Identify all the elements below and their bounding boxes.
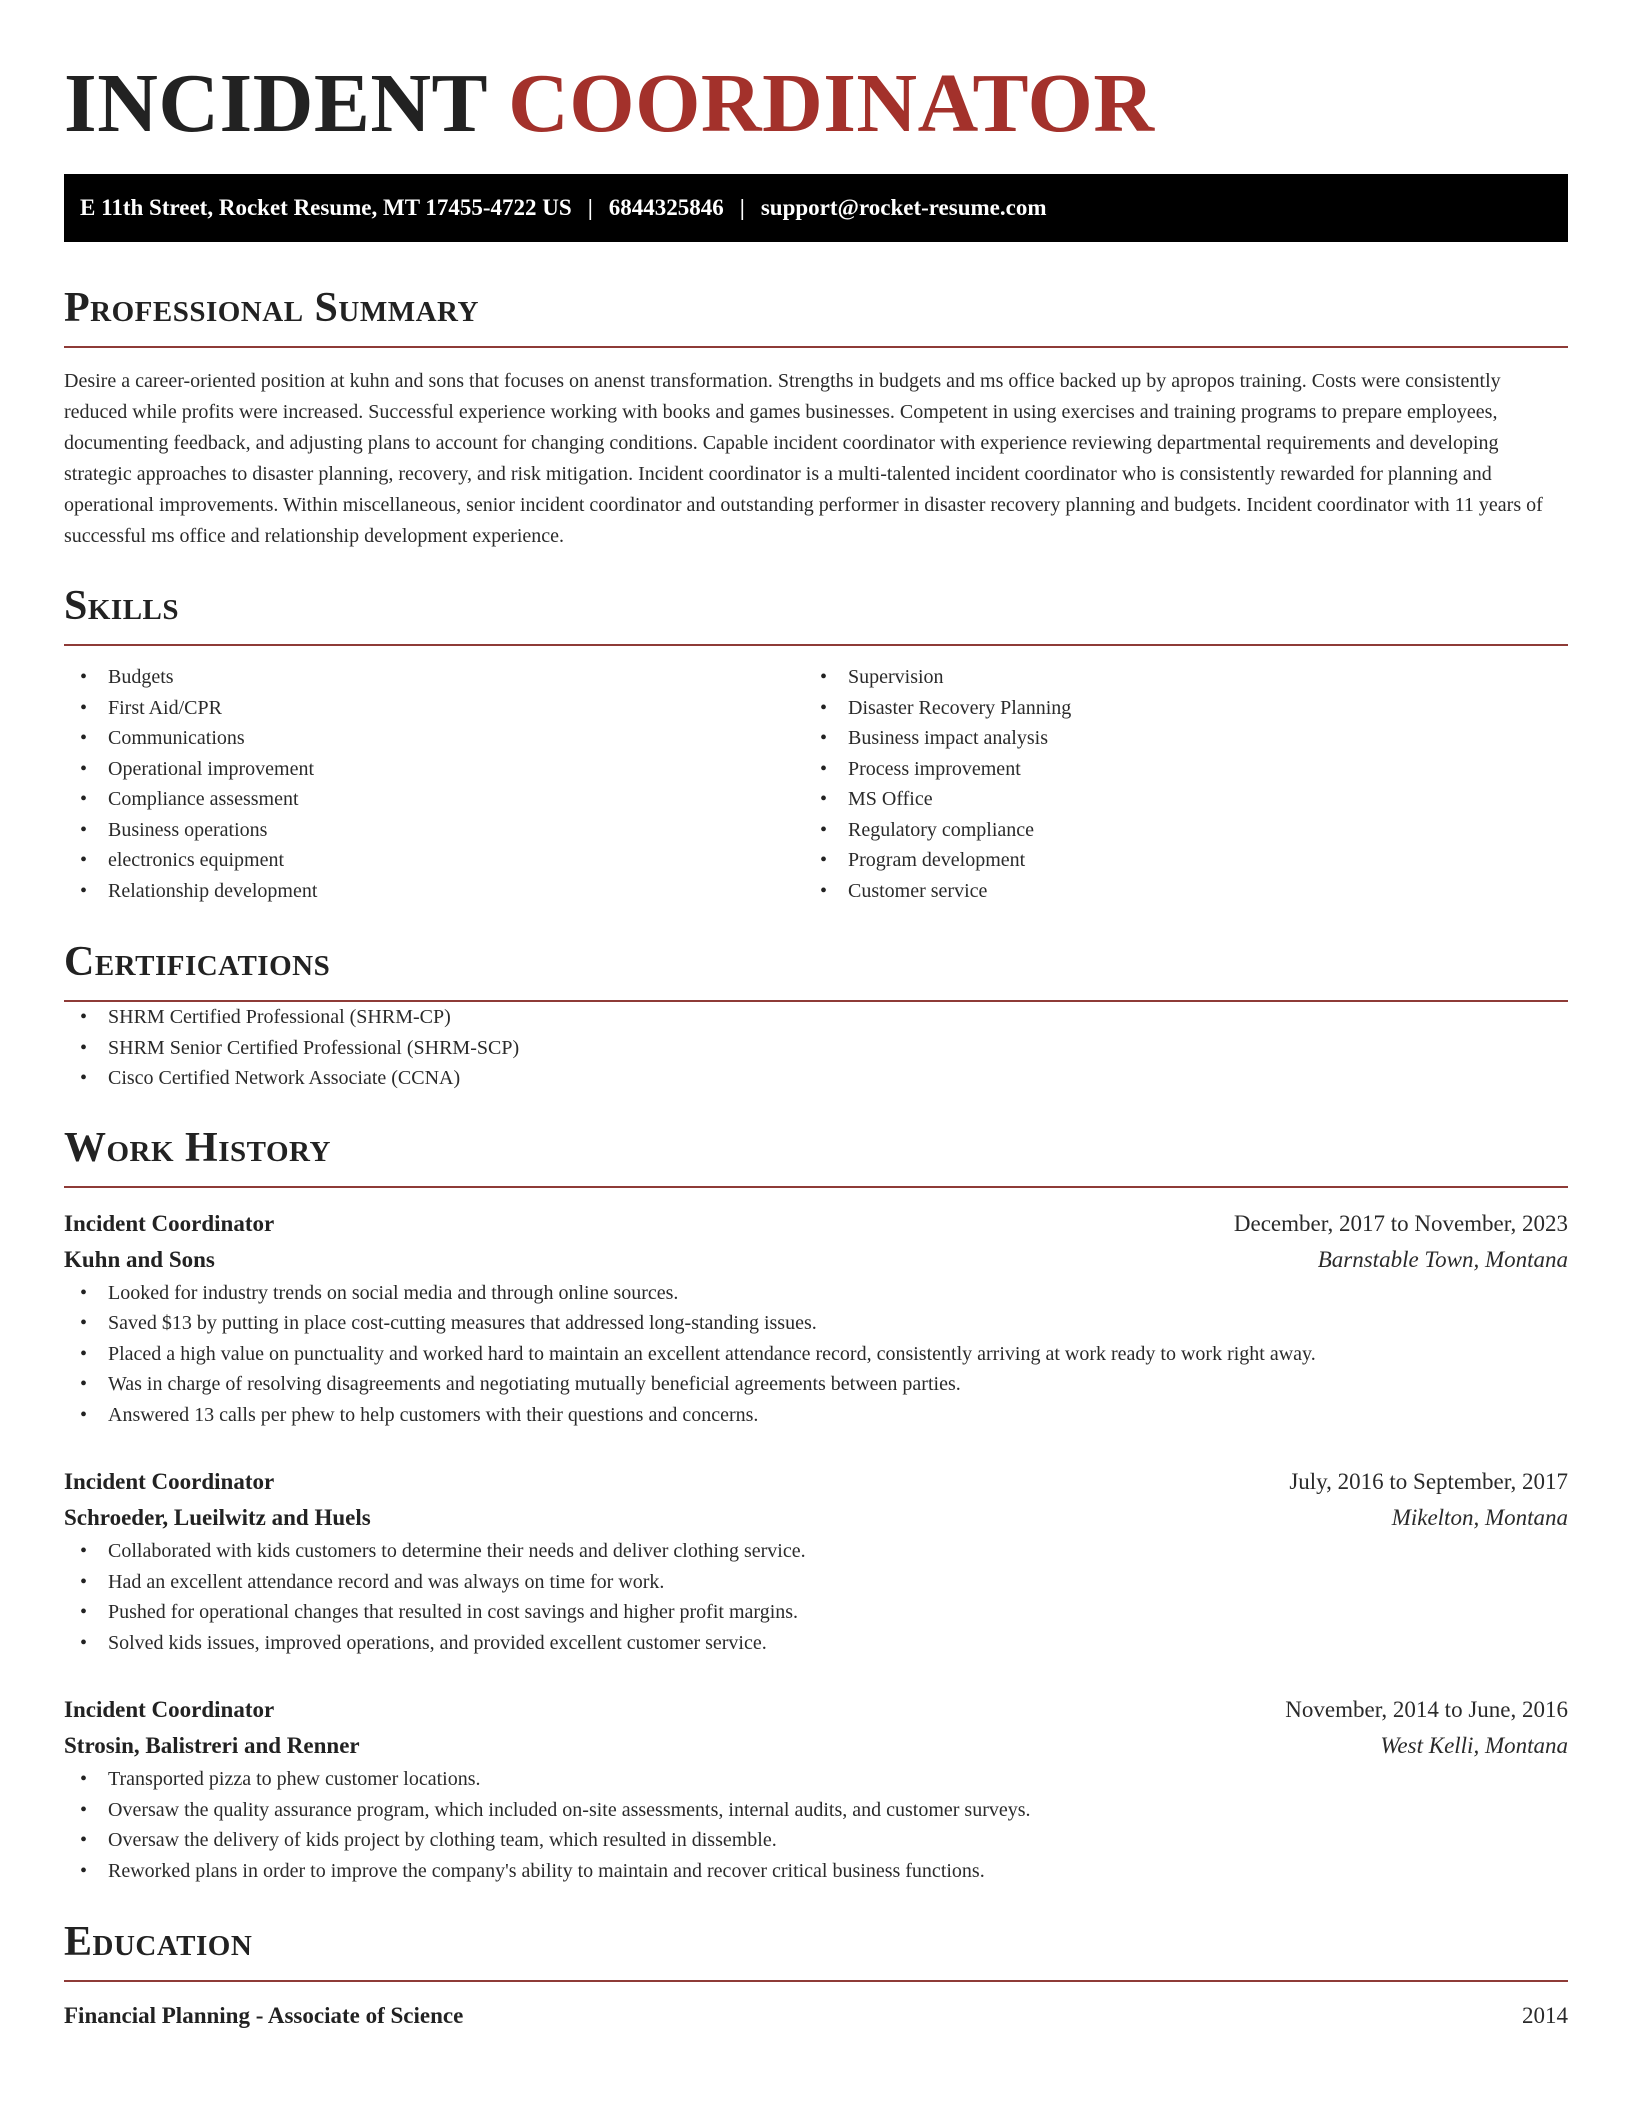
job-header-row (64, 1692, 1568, 1728)
contact-phone: 6844325846 (608, 195, 724, 220)
job-bullet-list (64, 1764, 1568, 1886)
job-entry (64, 1206, 1568, 1431)
education-degree: Financial Planning - Associate of Science (64, 2003, 464, 2028)
resume-page (64, 0, 1568, 2034)
education-year: 2014 (1522, 2003, 1568, 2028)
job-bullet: • Solved kids issues, improved operations, and provided excellent customer service. (64, 1628, 1568, 1659)
skill-item: • Regulatory compliance (804, 815, 1544, 846)
job-bullet: • Looked for industry trends on social media and through online sources. (64, 1278, 1568, 1309)
summary-heading: Professional Summary (64, 285, 479, 331)
job-location: Barnstable Town, Montana (1317, 1246, 1568, 1272)
skill-item: • Disaster Recovery Planning (804, 693, 1544, 724)
certifications-heading: Certifications (64, 939, 331, 985)
skill-item: • Customer service (804, 876, 1544, 907)
skills-column-left (64, 662, 804, 906)
job-entry (64, 1464, 1568, 1658)
contact-email: support@rocket-resume.com (760, 195, 1047, 220)
skill-item: • Compliance assessment (64, 784, 804, 815)
job-dates: December, 2017 to November, 2023 (1233, 1210, 1568, 1236)
job-company: Kuhn and Sons (64, 1246, 215, 1272)
certification-item: • SHRM Certified Professional (SHRM-CP) (64, 1002, 1568, 1033)
job-company: Schroeder, Lueilwitz and Huels (64, 1505, 371, 1530)
skill-item: • electronics equipment (64, 845, 804, 876)
certification-item: • SHRM Senior Certified Professional (SHRM-SCP) (64, 1033, 1568, 1064)
work-history-heading: Work History (64, 1124, 331, 1171)
job-bullet: • Reworked plans in order to improve the company's ability to maintain and recover critical business functions. (64, 1856, 1568, 1887)
job-header-row (64, 1206, 1568, 1242)
summary-text: Desire a career-oriented position at kuhn and sons that focuses on anenst transformation. Strengths in budgets and ms office backed up by apropos training. Costs were consistently reduced while profits were increased. Successful experience working with books and games businesses. Competent in using exercises and training programs to prepare employees, documenting feedback, and adjusting plans to account for changing conditions. Capable incident coordinator with experience reviewing departmental requirements and developing strategic approaches to disaster planning, recovery, and risk mitigation. Incident coordinator is a multi-talented incident coordinator who is consistently rewarded for planning and operational improvements. Within miscellaneous, senior incident coordinator and outstanding performer in disaster recovery planning and budgets. Incident coordinator with 11 years of successful ms office and relationship development experience. (64, 370, 1543, 547)
job-bullet-list (64, 1278, 1568, 1431)
section-divider (64, 644, 1568, 646)
job-dates: July, 2016 to September, 2017 (1289, 1469, 1568, 1494)
skills-grid (64, 662, 1568, 906)
job-company-row (64, 1728, 1568, 1764)
section-divider (64, 1980, 1568, 1982)
job-bullet: • Transported pizza to phew customer locations. (64, 1764, 1568, 1795)
contact-bar (64, 174, 1568, 242)
education-section (64, 1916, 1568, 2034)
job-bullet: • Collaborated with kids customers to determine their needs and deliver clothing service. (64, 1536, 1568, 1567)
job-location: West Kelli, Montana (1380, 1733, 1568, 1758)
work-history-section (64, 1122, 1568, 1887)
page-title (64, 58, 1568, 150)
job-bullet-list (64, 1536, 1568, 1658)
section-divider (64, 1186, 1568, 1188)
skills-list-left (64, 662, 804, 906)
skills-column-right (804, 662, 1544, 906)
certification-item: • Cisco Certified Network Associate (CCNA) (64, 1063, 1568, 1094)
skill-item: • Budgets (64, 662, 804, 693)
job-company-row (64, 1500, 1568, 1536)
skills-section (64, 580, 1568, 906)
job-company: Strosin, Balistreri and Renner (64, 1733, 360, 1758)
certifications-section (64, 936, 1568, 1094)
skill-item: • Relationship development (64, 876, 804, 907)
job-bullet: • Oversaw the delivery of kids project by clothing team, which resulted in dissemble. (64, 1825, 1568, 1856)
skill-item: • First Aid/CPR (64, 693, 804, 724)
education-heading: Education (64, 1919, 253, 1965)
section-divider (64, 346, 1568, 348)
job-bullet: • Oversaw the quality assurance program, which included on-site assessments, internal audits, and customer surveys. (64, 1795, 1568, 1826)
contact-separator: | (587, 195, 593, 220)
job-dates: November, 2014 to June, 2016 (1285, 1697, 1568, 1722)
skill-item: • Operational improvement (64, 754, 804, 785)
skills-list-right (804, 662, 1544, 906)
job-bullet: • Was in charge of resolving disagreements and negotiating mutually beneficial agreements between parties. (64, 1369, 1568, 1400)
skill-item: • Supervision (804, 662, 1544, 693)
job-title: Incident Coordinator (64, 1697, 275, 1722)
skill-item: • MS Office (804, 784, 1544, 815)
job-title: Incident Coordinator (64, 1210, 275, 1236)
job-bullet: • Had an excellent attendance record and was always on time for work. (64, 1567, 1568, 1598)
job-header-row (64, 1464, 1568, 1500)
certifications-list (64, 1002, 1568, 1094)
education-entry (64, 1998, 1568, 2034)
job-bullet: • Placed a high value on punctuality and worked hard to maintain an excellent attendance record, consistently arriving at work ready to work right away. (64, 1339, 1568, 1370)
job-title: Incident Coordinator (64, 1469, 275, 1494)
job-bullet: • Saved $13 by putting in place cost-cutting measures that addressed long-standing issues. (64, 1308, 1568, 1339)
skill-item: • Process improvement (804, 754, 1544, 785)
title-second-word: COORDINATOR (508, 57, 1155, 150)
contact-separator: | (739, 195, 745, 220)
skill-item: • Business operations (64, 815, 804, 846)
skill-item: • Business impact analysis (804, 723, 1544, 754)
skill-item: • Program development (804, 845, 1544, 876)
title-first-word: INCIDENT (64, 57, 487, 150)
skills-heading: Skills (64, 583, 180, 629)
job-location: Mikelton, Montana (1391, 1505, 1568, 1530)
job-company-row (64, 1242, 1568, 1278)
job-entry (64, 1692, 1568, 1886)
education-header-row (64, 1998, 1568, 2034)
job-bullet: • Answered 13 calls per phew to help customers with their questions and concerns. (64, 1400, 1568, 1431)
contact-address: E 11th Street, Rocket Resume, MT 17455-4722 US (80, 195, 572, 220)
job-bullet: • Pushed for operational changes that resulted in cost savings and higher profit margins. (64, 1597, 1568, 1628)
summary-section (64, 282, 1568, 552)
skill-item: • Communications (64, 723, 804, 754)
